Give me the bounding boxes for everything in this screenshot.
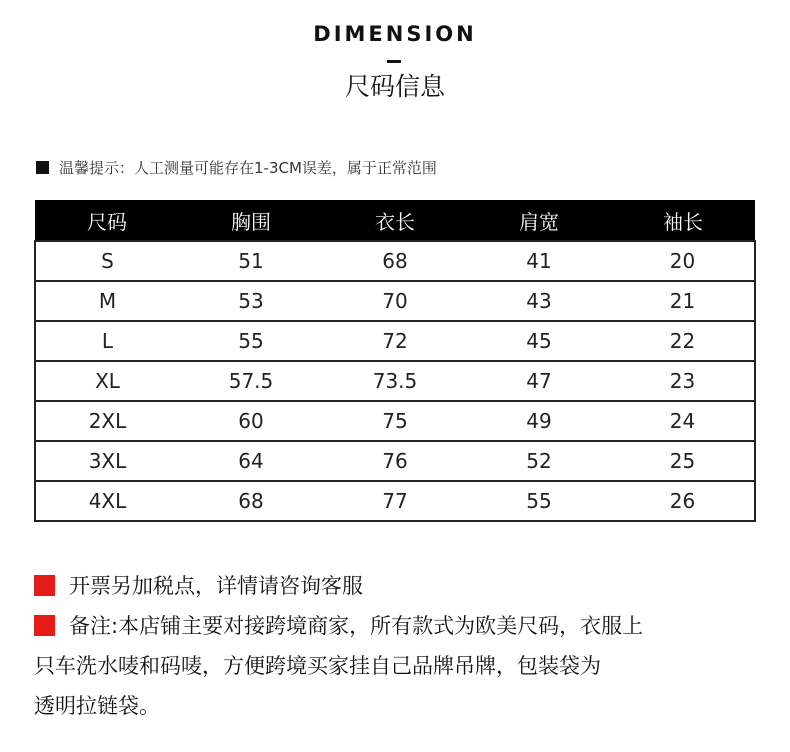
remark-text: 开票另加税点，详情请咨询客服: [69, 574, 363, 598]
remark-text: 备注:本店铺主要对接跨境商家，所有款式为欧美尺码，衣服上: [69, 614, 644, 638]
table-cell: 55: [179, 321, 323, 361]
table-cell: 3XL: [35, 441, 179, 481]
title-divider: [387, 60, 401, 63]
table-cell: 55: [467, 481, 611, 521]
table-row: [35, 321, 755, 361]
table-cell: 2XL: [35, 401, 179, 441]
table-row: [35, 401, 755, 441]
remark-text: 只车洗水唛和码唛，方便跨境买家挂自己品牌吊牌，包装袋为: [34, 654, 601, 678]
column-header: 肩宽: [467, 200, 611, 241]
size-table: [34, 200, 756, 522]
table-cell: 64: [179, 441, 323, 481]
column-header: 尺码: [35, 200, 179, 241]
column-header: 袖长: [611, 200, 755, 241]
table-cell: 23: [611, 361, 755, 401]
table-row: [35, 441, 755, 481]
table-cell: 25: [611, 441, 755, 481]
remarks-section: [34, 566, 764, 726]
table-cell: 41: [467, 241, 611, 281]
table-cell: 21: [611, 281, 755, 321]
table-cell: 24: [611, 401, 755, 441]
table-cell: 22: [611, 321, 755, 361]
table-cell: 53: [179, 281, 323, 321]
table-row: [35, 481, 755, 521]
remark-notes-line-3: [34, 686, 764, 726]
table-cell: S: [35, 241, 179, 281]
table-cell: 43: [467, 281, 611, 321]
table-cell: 77: [323, 481, 467, 521]
table-cell: 52: [467, 441, 611, 481]
table-cell: 68: [323, 241, 467, 281]
remark-text: 透明拉链袋。: [34, 694, 160, 718]
measurement-note-text: 温馨提示：人工测量可能存在1-3CM误差，属于正常范围: [59, 159, 437, 177]
table-cell: 76: [323, 441, 467, 481]
table-cell: 70: [323, 281, 467, 321]
table-cell: 57.5: [179, 361, 323, 401]
table-cell: 49: [467, 401, 611, 441]
table-cell: 51: [179, 241, 323, 281]
table-row: [35, 361, 755, 401]
measurement-note: [36, 157, 437, 178]
table-cell: 4XL: [35, 481, 179, 521]
square-bullet-icon: [36, 161, 49, 174]
table-cell: 20: [611, 241, 755, 281]
table-cell: M: [35, 281, 179, 321]
table-cell: 75: [323, 401, 467, 441]
column-header: 衣长: [323, 200, 467, 241]
table-cell: L: [35, 321, 179, 361]
red-square-bullet-icon: [34, 615, 55, 636]
page-title-en: DIMENSION: [313, 22, 477, 46]
remark-invoice: [34, 566, 764, 606]
table-cell: 26: [611, 481, 755, 521]
remark-notes-line-2: [34, 646, 764, 686]
table-row: [35, 241, 755, 281]
table-cell: 72: [323, 321, 467, 361]
table-cell: 73.5: [323, 361, 467, 401]
table-cell: 47: [467, 361, 611, 401]
remark-notes: [34, 606, 764, 646]
column-header: 胸围: [179, 200, 323, 241]
table-header-row: [35, 200, 755, 241]
table-cell: XL: [35, 361, 179, 401]
red-square-bullet-icon: [34, 575, 55, 596]
table-cell: 45: [467, 321, 611, 361]
table-cell: 60: [179, 401, 323, 441]
table-cell: 68: [179, 481, 323, 521]
page-title-cn: 尺码信息: [344, 72, 445, 101]
table-row: [35, 281, 755, 321]
